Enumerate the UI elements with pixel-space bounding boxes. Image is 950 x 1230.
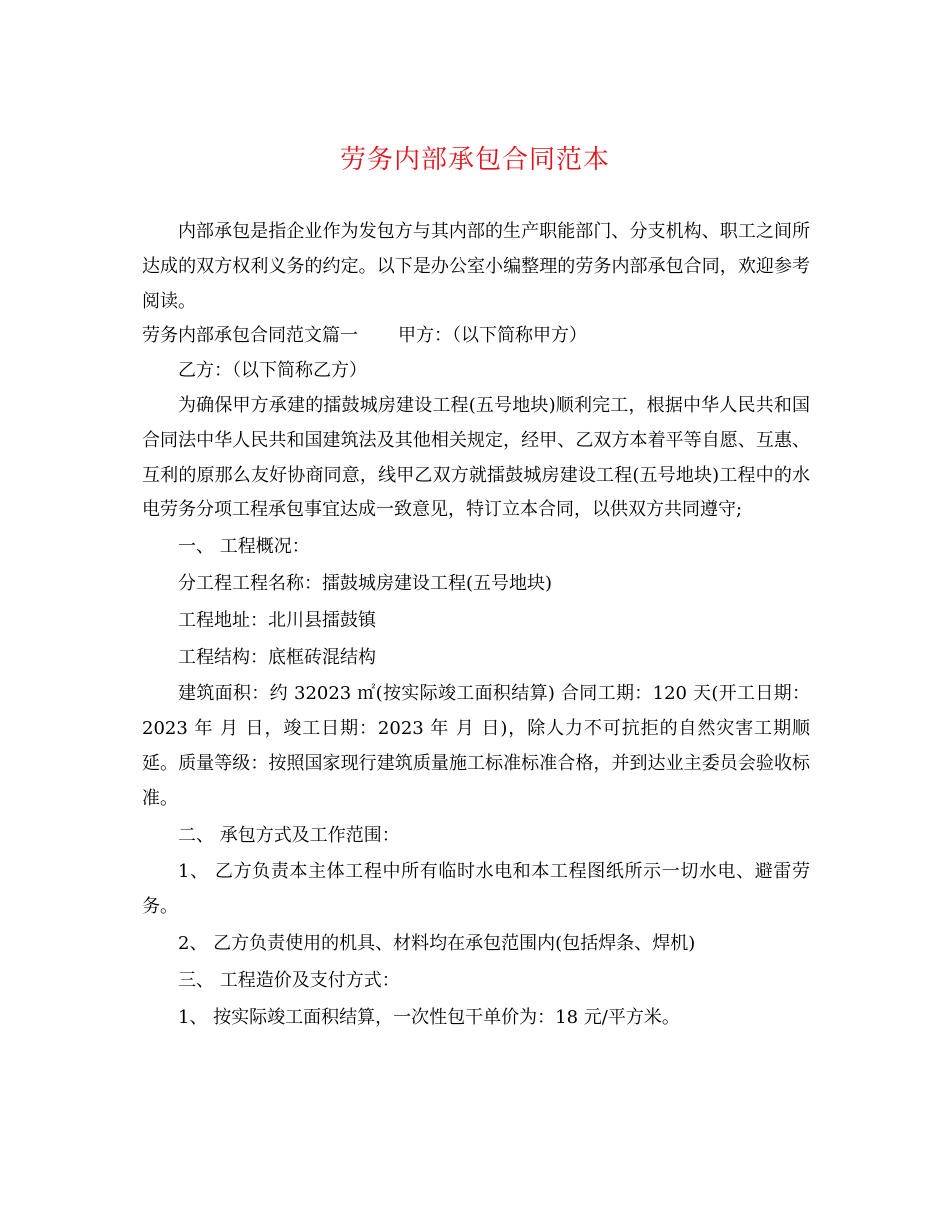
intro-paragraph: 内部承包是指企业作为发包方与其内部的生产职能部门、分支机构、职工之间所达成的双方权利义务的约定。以下是办公室小编整理的劳务内部承包合同，欢迎参考阅读。 [142,221,810,312]
price-item-1: 1、 按实际竣工面积结算，一次性包干单价为：18 元/平方米。 [178,1006,680,1028]
section-2-heading: 二、 承包方式及工作范围： [178,824,400,846]
project-structure-line: 工程结构：底框砖混结构 [178,646,376,668]
purpose-paragraph: 为确保甲方承建的擂鼓城房建设工程(五号地块)顺利完工，根据中华人民共和国合同法中华人民共和国建筑法及其他相关规定，经甲、乙双方本着平等自愿、互惠、互利的原那么友好协商同意，线甲乙双方就擂鼓城房建设工程(五号地块)工程中的水电劳务分项工程承包事宜达成一致意见，特订立本合同，以供双方共同遵守; [142,394,810,521]
section-heading: 劳务内部承包合同范文篇一 [142,325,358,347]
building-area-paragraph: 建筑面积：约 32023 ㎡(按实际竣工面积结算) 合同工期：120 天(开工日期： 2023 年 月 日，竣工日期：2023 年 月 日)，除人力不可抗拒的自然灾害工期顺延。质量等级：按照国家现行建筑质量施工标准标准合格，并到达业主委员会验收标准。 [142,683,810,809]
scope-item-2: 2、 乙方负责使用的机具、材料均在承包范围内(包括焊条、焊机) [178,932,696,954]
project-address-line: 工程地址：北川县擂鼓镇 [178,609,376,631]
section-3-heading: 三、 工程造价及支付方式： [178,969,400,991]
project-name-line: 分工程工程名称：擂鼓城房建设工程(五号地块) [178,572,553,594]
document-title: 劳务内部承包合同范本 [339,145,610,175]
party-a-line: 甲方：（以下简称甲方） [398,325,587,347]
party-b-line: 乙方：（以下简称乙方） [178,360,367,382]
document-body [142,215,810,1035]
section-1-heading: 一、 工程概况： [178,536,310,558]
heading-line [142,319,810,354]
scope-item-1: 1、 乙方负责本主体工程中所有临时水电和本工程图纸所示一切水电、避雷劳务。 [142,861,810,918]
